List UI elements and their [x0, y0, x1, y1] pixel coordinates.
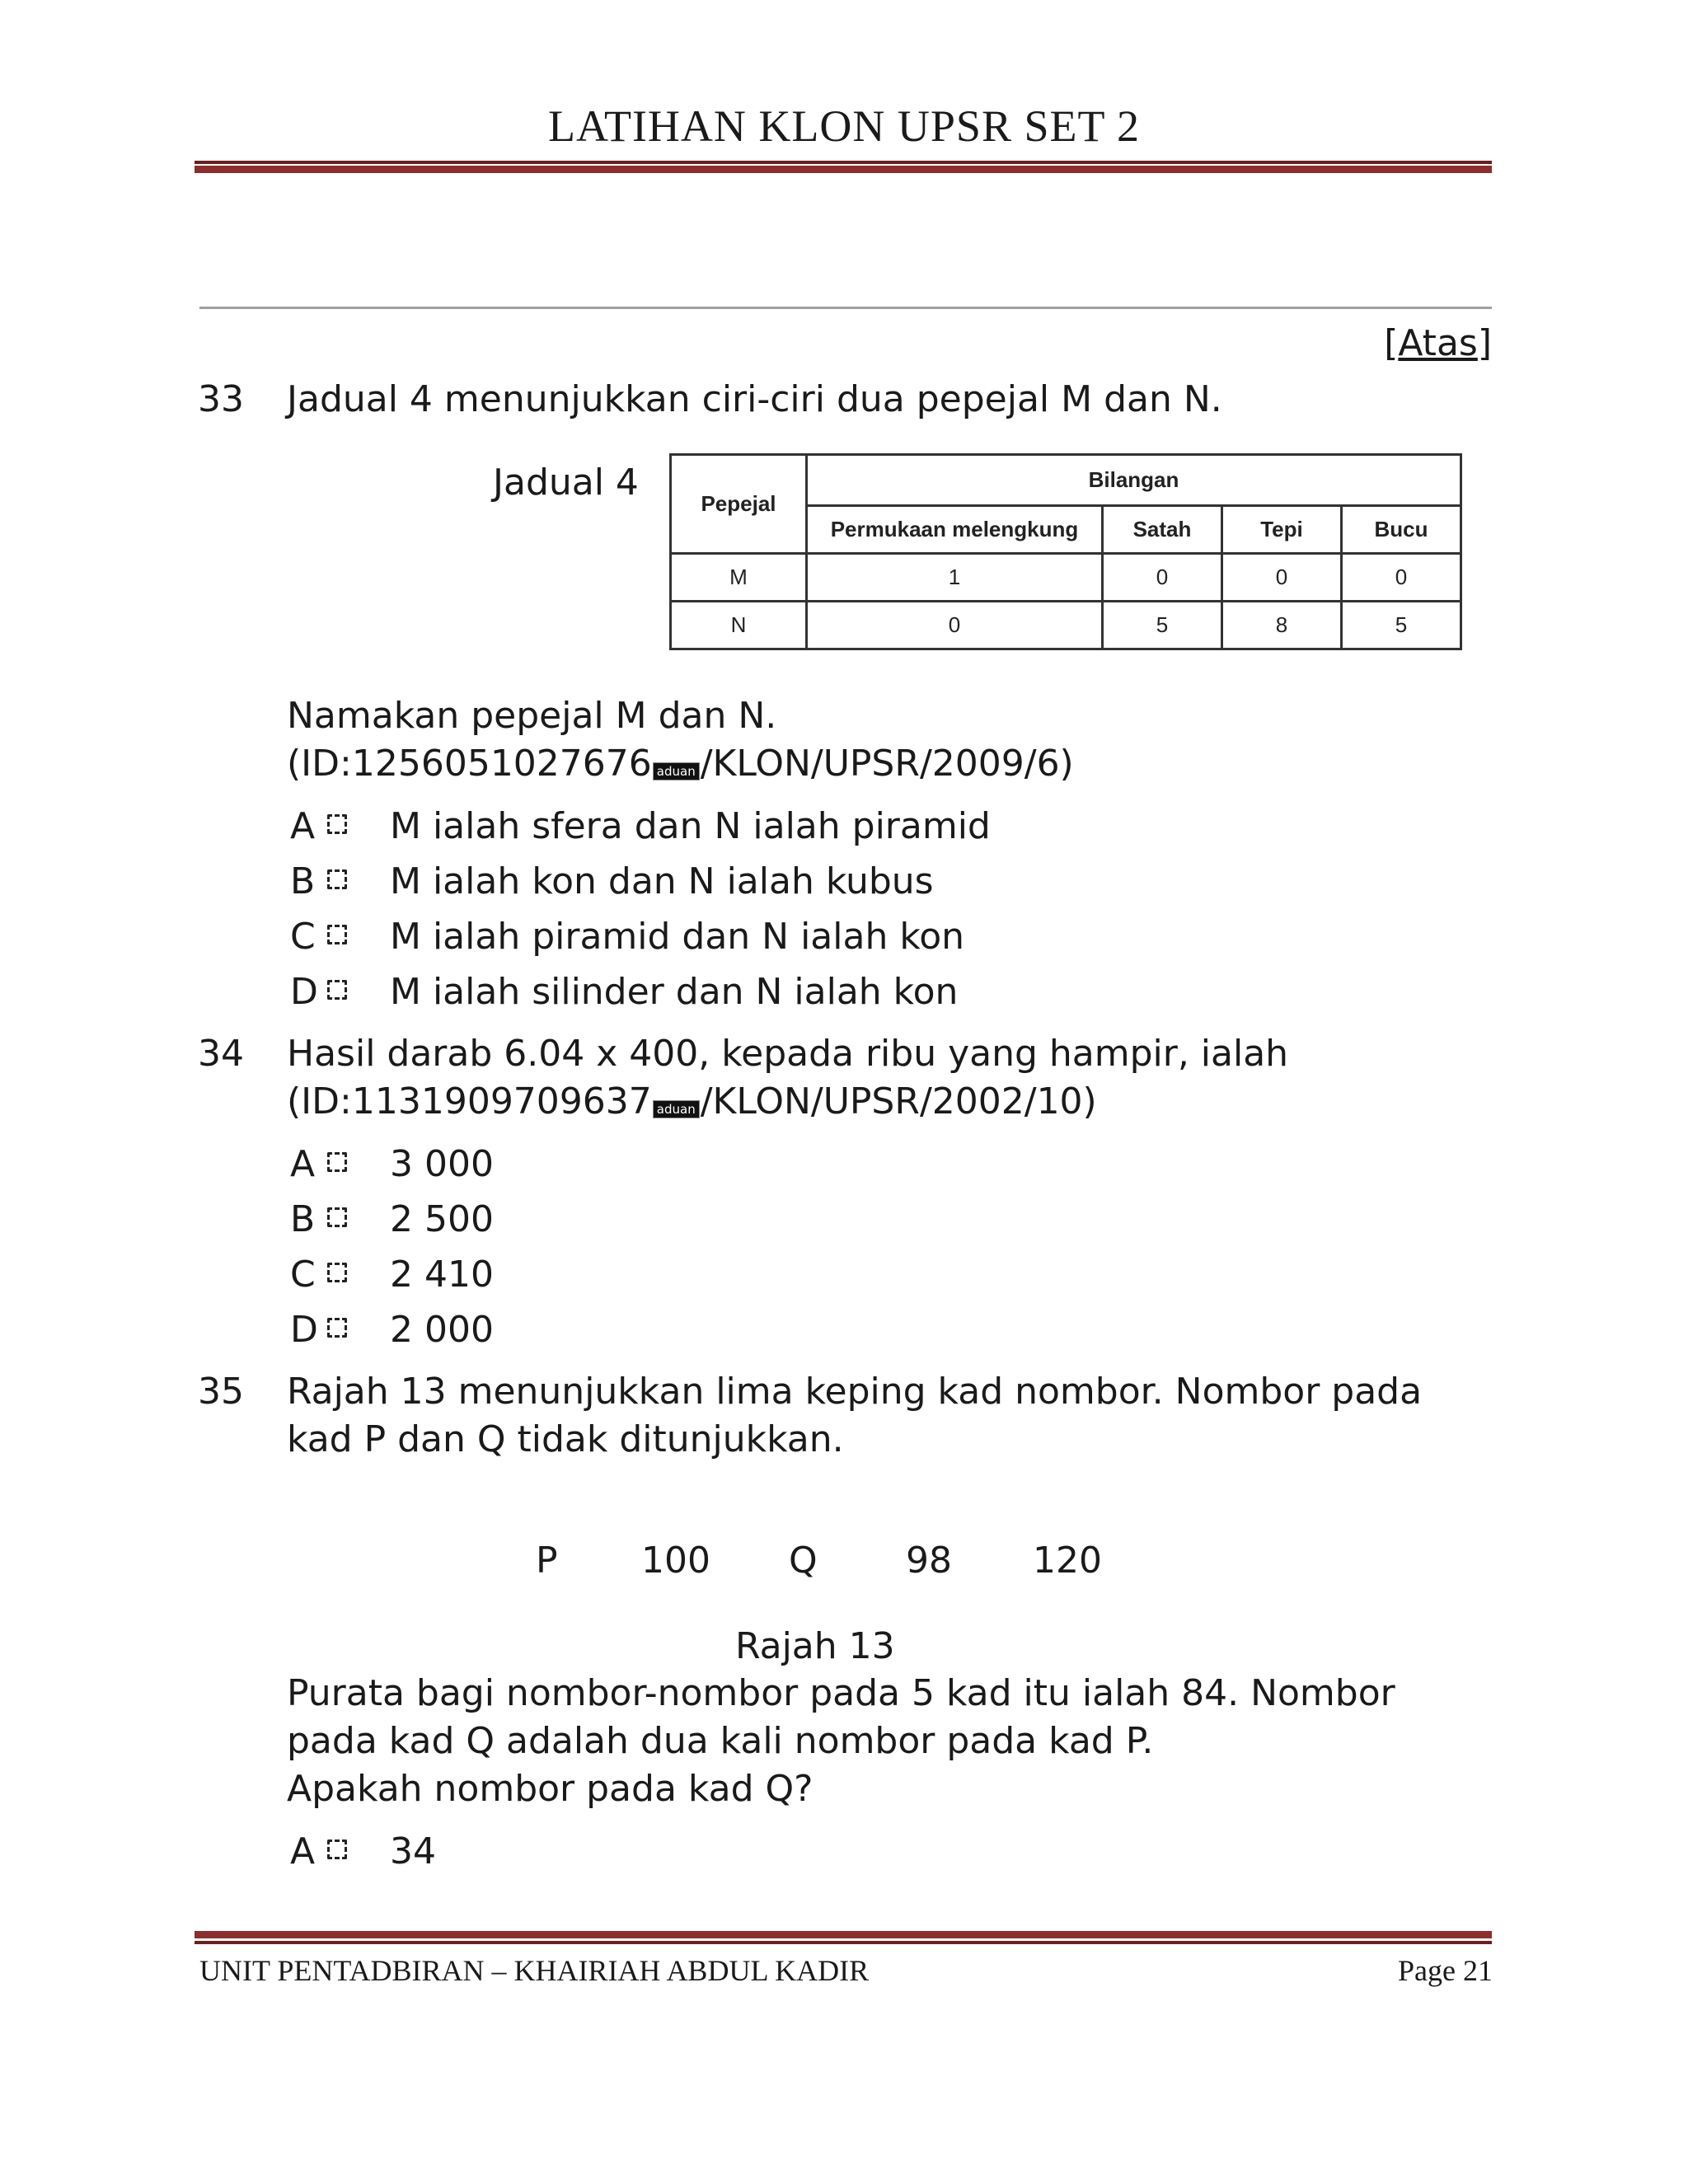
- option-text: M ialah kon dan N ialah kubus: [390, 860, 934, 902]
- table-cell: 5: [1103, 602, 1222, 649]
- table-col-header: Permukaan melengkung: [807, 506, 1103, 554]
- option-letter: A: [290, 1143, 316, 1185]
- option-text: 34: [390, 1830, 436, 1872]
- aduan-link[interactable]: aduan: [653, 762, 700, 780]
- option-checkbox[interactable]: [327, 980, 347, 1000]
- number-card-label: 98: [906, 1540, 952, 1582]
- footer-author: UNIT PENTADBIRAN – KHAIRIAH ABDUL KADIR: [199, 1954, 870, 1987]
- table-cell: 5: [1342, 602, 1461, 649]
- table-col-header: Satah: [1103, 506, 1222, 554]
- question-text: pada kad Q adalah dua kali nombor pada kad P.: [287, 1720, 1154, 1762]
- table-cell: 0: [807, 602, 1103, 649]
- option-text: M ialah silinder dan N ialah kon: [390, 971, 959, 1013]
- table-cell: N: [671, 602, 807, 649]
- atas-link-wrapper: [Atas]: [1384, 322, 1492, 364]
- question-text: Apakah nombor pada kad Q?: [287, 1768, 814, 1810]
- option-letter: B: [290, 1198, 316, 1240]
- option-letter: C: [290, 916, 316, 958]
- option-text: M ialah sfera dan N ialah piramid: [390, 805, 991, 847]
- question-id-prefix: (ID:1131909709637: [287, 1080, 652, 1122]
- question-number: 33: [198, 378, 244, 420]
- option-letter: D: [290, 1309, 318, 1351]
- number-card-label: Q: [789, 1540, 818, 1582]
- question-id-prefix: (ID:1256051027676: [287, 743, 652, 785]
- number-card-label: 120: [1033, 1540, 1102, 1582]
- option-checkbox[interactable]: [327, 1152, 347, 1172]
- option-letter: A: [290, 805, 316, 847]
- page-header-title: LATIHAN KLON UPSR SET 2: [547, 101, 1141, 151]
- atas-link[interactable]: Atas: [1398, 322, 1478, 364]
- option-checkbox[interactable]: [327, 925, 347, 944]
- option-checkbox[interactable]: [327, 1318, 347, 1338]
- number-card-label: 100: [641, 1540, 710, 1582]
- question-text: Jadual 4 menunjukkan ciri-ciri dua pepejal M dan N.: [287, 378, 1222, 420]
- option-letter: B: [290, 860, 316, 902]
- table-cell: 0: [1222, 554, 1342, 602]
- figure-caption: Rajah 13: [735, 1625, 895, 1667]
- option-letter: C: [290, 1254, 316, 1296]
- option-text: 2 000: [390, 1309, 494, 1351]
- question-id-suffix: /KLON/UPSR/2009/6): [700, 743, 1074, 785]
- question-prompt: Namakan pepejal M dan N.: [287, 695, 777, 737]
- table-header-bilangan: Bilangan: [807, 455, 1461, 506]
- footer-rule-thin: [195, 1941, 1492, 1944]
- question-id-suffix: /KLON/UPSR/2002/10): [700, 1080, 1097, 1122]
- footer-rule-thick: [195, 1931, 1492, 1938]
- option-checkbox[interactable]: [327, 1840, 347, 1859]
- table-col-header: Tepi: [1222, 506, 1342, 554]
- option-checkbox[interactable]: [327, 1263, 347, 1282]
- aduan-link[interactable]: aduan: [653, 1100, 700, 1118]
- header-rule-thin: [195, 161, 1492, 164]
- table-col-header: Bucu: [1342, 506, 1461, 554]
- question-id: [287, 740, 1074, 788]
- table-header-pepejal: Pepejal: [671, 455, 807, 554]
- page-number: Page 21: [1398, 1954, 1493, 1987]
- table-row: [671, 602, 1461, 649]
- table-cell: M: [671, 554, 807, 602]
- option-text: 2 500: [390, 1198, 494, 1240]
- table-caption: Jadual 4: [493, 462, 639, 504]
- question-text: Purata bagi nombor-nombor pada 5 kad itu ialah 84. Nombor: [287, 1672, 1395, 1714]
- table-cell: 0: [1342, 554, 1461, 602]
- option-checkbox[interactable]: [327, 1207, 347, 1227]
- option-checkbox[interactable]: [327, 814, 347, 834]
- option-letter: D: [290, 971, 318, 1013]
- question-text: Rajah 13 menunjukkan lima keping kad nombor. Nombor pada: [287, 1371, 1423, 1413]
- option-text: 2 410: [390, 1254, 494, 1296]
- table-cell: 1: [807, 554, 1103, 602]
- table-row: [671, 554, 1461, 602]
- content-divider: [199, 307, 1492, 309]
- question-text: kad P dan Q tidak ditunjukkan.: [287, 1418, 844, 1460]
- question-number: 35: [198, 1371, 244, 1413]
- option-text: 3 000: [390, 1143, 494, 1185]
- table-cell: 8: [1222, 602, 1342, 649]
- table-cell: 0: [1103, 554, 1222, 602]
- question-id: [287, 1078, 1097, 1126]
- question-text: Hasil darab 6.04 x 400, kepada ribu yang hampir, ialah: [287, 1033, 1289, 1075]
- option-letter: A: [290, 1830, 316, 1872]
- option-checkbox[interactable]: [327, 869, 347, 889]
- solid-properties-table: [669, 453, 1462, 650]
- question-number: 34: [198, 1033, 244, 1075]
- header-rule-thick: [195, 166, 1492, 173]
- number-card-label: P: [536, 1540, 558, 1582]
- option-text: M ialah piramid dan N ialah kon: [390, 916, 965, 958]
